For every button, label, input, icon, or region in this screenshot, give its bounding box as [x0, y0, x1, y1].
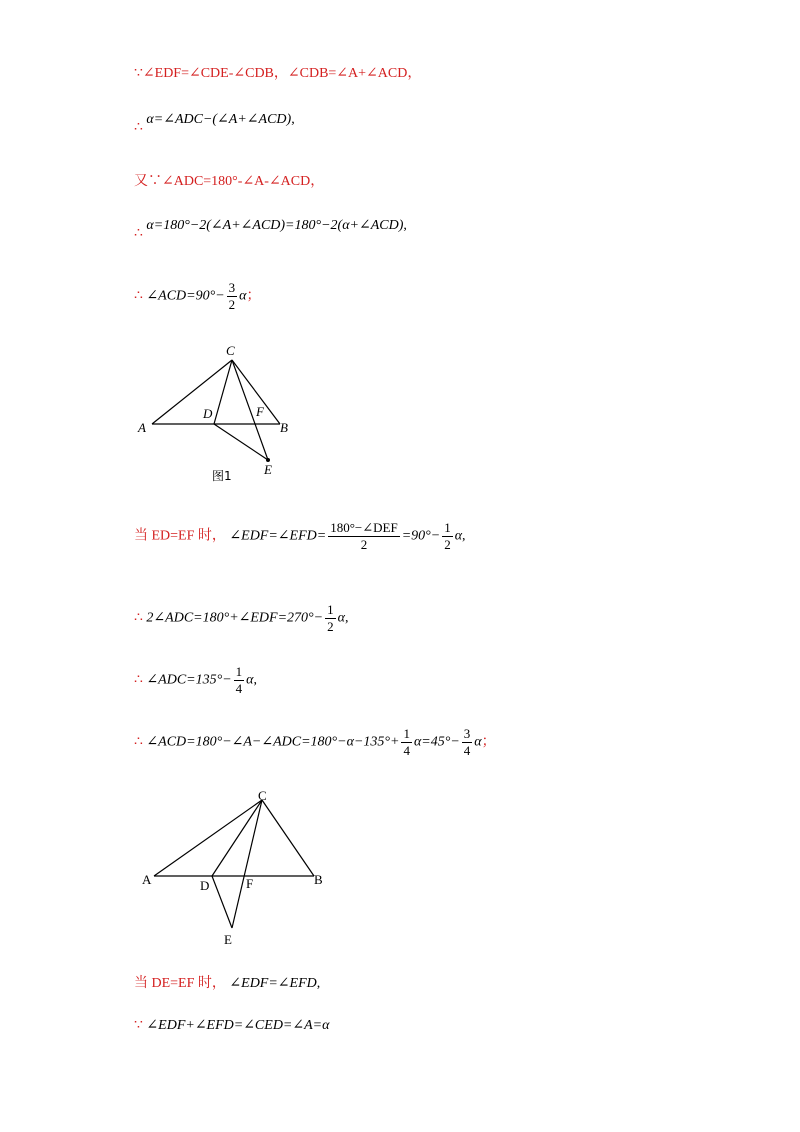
denominator: 2	[327, 619, 334, 634]
numerator: 1	[403, 726, 410, 741]
equation-part: ∠ADC=135°−	[146, 672, 232, 688]
equation: α=180°−2(∠A+∠ACD)=180°−2(α+∠ACD)	[146, 218, 404, 233]
therefore-symbol: ∴	[134, 120, 143, 135]
numerator: 1	[327, 602, 334, 617]
fraction	[234, 664, 245, 697]
label-c: C	[258, 788, 267, 803]
equation-part: α	[337, 610, 345, 626]
label-d: D	[200, 878, 210, 893]
fraction	[325, 602, 336, 635]
label-f: F	[256, 404, 264, 419]
equation: ∠EDF=∠EFD	[229, 976, 317, 991]
fraction	[442, 520, 453, 553]
therefore-symbol: ∴	[134, 672, 143, 688]
label-b: B	[314, 872, 323, 887]
label-a: A	[142, 872, 152, 887]
equation-part: α	[474, 734, 482, 750]
punctuation: ,	[403, 218, 407, 233]
geometry-figure-1	[130, 340, 310, 490]
equation-part: α	[239, 288, 247, 304]
step-line-5	[134, 280, 261, 313]
step-line-11	[134, 1016, 329, 1036]
numerator: 3	[463, 726, 471, 741]
fraction	[462, 726, 473, 759]
equation-part: ∠EDF=∠EFD=	[229, 528, 327, 544]
equation-part: 2∠ADC=180°+∠EDF=270°−	[146, 610, 324, 626]
equation-part: α	[454, 528, 463, 544]
step-line-10	[134, 974, 320, 994]
equation-part: =90°−	[401, 528, 441, 544]
denominator: 2	[228, 297, 236, 312]
step-line-7	[134, 602, 348, 635]
therefore-symbol: ∴	[134, 226, 143, 241]
numerator: 1	[235, 664, 243, 679]
fraction	[328, 520, 399, 553]
fraction	[227, 280, 238, 313]
label-e: E	[264, 462, 272, 477]
denominator: 4	[235, 681, 243, 696]
step-text: 又∵∠ADC=180°-∠A-∠ACD，	[134, 174, 325, 189]
punctuation: ,	[316, 976, 321, 991]
label-d: D	[203, 406, 213, 421]
equation-part: ∠ACD=90°−	[146, 288, 225, 304]
therefore-symbol: ∴	[134, 288, 143, 304]
step-line-2	[134, 110, 295, 135]
numerator: 3	[228, 280, 236, 295]
step-line-3	[134, 172, 324, 192]
denominator: 4	[463, 743, 471, 758]
label-f: F	[246, 876, 254, 891]
equation: α=∠ADC−(∠A+∠ACD)	[146, 112, 292, 127]
step-text: ∵∠EDF=∠CDE-∠CDB，∠CDB=∠A+∠ACD，	[134, 66, 422, 81]
label-b: B	[280, 420, 288, 435]
condition-text: 当 ED=EF 时，	[134, 528, 226, 544]
punctuation: ；	[481, 734, 496, 750]
step-line-6	[134, 520, 466, 553]
label-e: E	[224, 932, 232, 947]
figure-caption: 图1	[212, 469, 232, 483]
denominator: 4	[403, 743, 410, 758]
fraction	[401, 726, 412, 759]
step-line-4	[134, 216, 407, 241]
equation-part: α	[246, 672, 254, 688]
therefore-symbol: ∴	[134, 734, 143, 750]
geometry-figure-2	[130, 780, 340, 950]
punctuation: ；	[246, 288, 261, 304]
because-symbol: ∵	[134, 1018, 143, 1033]
punctuation: ,	[462, 528, 466, 544]
punctuation: ,	[291, 112, 295, 127]
equation-part: ∠ACD=180°−∠A−∠ADC=180°−α−135°+	[146, 734, 400, 750]
numerator: 180°−∠DEF	[330, 520, 398, 535]
punctuation: ,	[253, 672, 258, 688]
step-line-8	[134, 664, 257, 697]
equation: ∠EDF+∠EFD=∠CED=∠A=α	[146, 1018, 330, 1033]
condition-text: 当 DE=EF 时，	[134, 976, 226, 991]
label-a: A	[138, 420, 146, 435]
denominator: 2	[444, 537, 451, 552]
equation-part: α=45°−	[413, 734, 460, 750]
step-line-1	[134, 64, 421, 84]
step-line-9	[134, 726, 496, 759]
therefore-symbol: ∴	[134, 610, 143, 626]
denominator: 2	[360, 537, 368, 552]
label-c: C	[226, 343, 235, 358]
numerator: 1	[444, 520, 451, 535]
punctuation: ,	[344, 610, 349, 626]
